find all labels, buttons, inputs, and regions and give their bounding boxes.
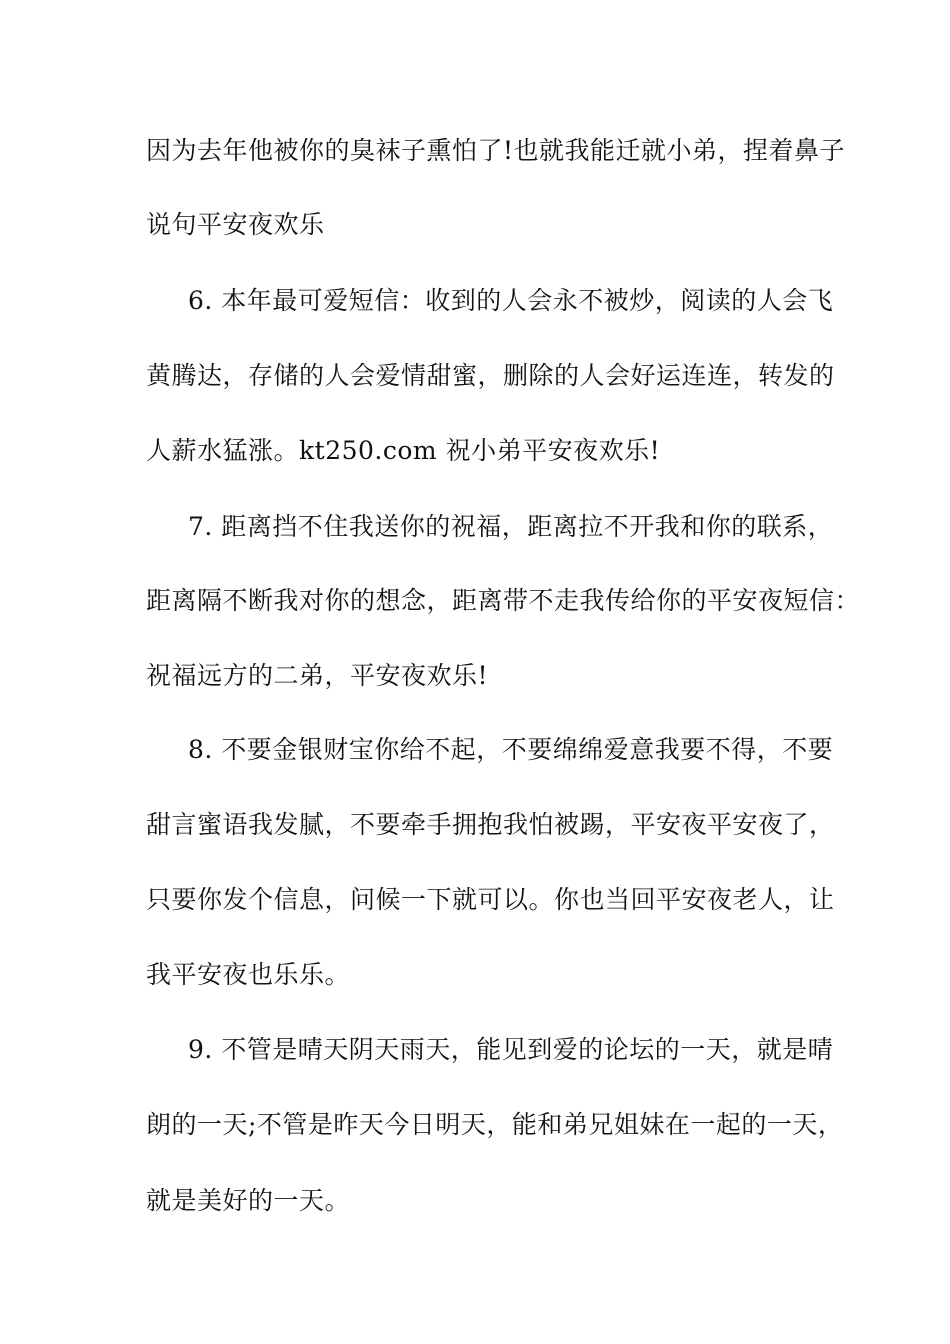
text-line: 9. 不管是晴天阴天雨天，能见到爱的论坛的一天，就是晴 <box>188 1035 834 1064</box>
text-line: 6. 本年最可爱短信：收到的人会永不被炒，阅读的人会飞 <box>188 286 834 315</box>
text-line: 8. 不要金银财宝你给不起，不要绵绵爱意我要不得，不要 <box>188 735 834 764</box>
text-line: 因为去年他被你的臭袜子熏怕了!也就我能迁就小弟，捏着鼻子 <box>146 136 846 165</box>
text-line: 只要你发个信息，问候一下就可以。你也当回平安夜老人，让 <box>146 885 835 914</box>
text-line: 我平安夜也乐乐。 <box>146 960 351 989</box>
text-line: 说句平安夜欢乐 <box>146 210 325 239</box>
text-line: 人薪水猛涨。kt250.com 祝小弟平安夜欢乐! <box>146 436 661 465</box>
text-line: 朗的一天;不管是昨天今日明天，能和弟兄姐妹在一起的一天， <box>146 1110 844 1139</box>
text-line: 距离隔不断我对你的想念，距离带不走我传给你的平安夜短信： <box>146 586 861 615</box>
text-line: 7. 距离挡不住我送你的祝福，距离拉不开我和你的联系， <box>188 512 834 541</box>
text-line: 黄腾达，存储的人会爱情甜蜜，删除的人会好运连连，转发的 <box>146 361 835 390</box>
text-line: 甜言蜜语我发腻，不要牵手拥抱我怕被踢，平安夜平安夜了， <box>146 810 835 839</box>
text-line: 就是美好的一天。 <box>146 1186 351 1215</box>
text-line: 祝福远方的二弟，平安夜欢乐! <box>146 661 489 690</box>
